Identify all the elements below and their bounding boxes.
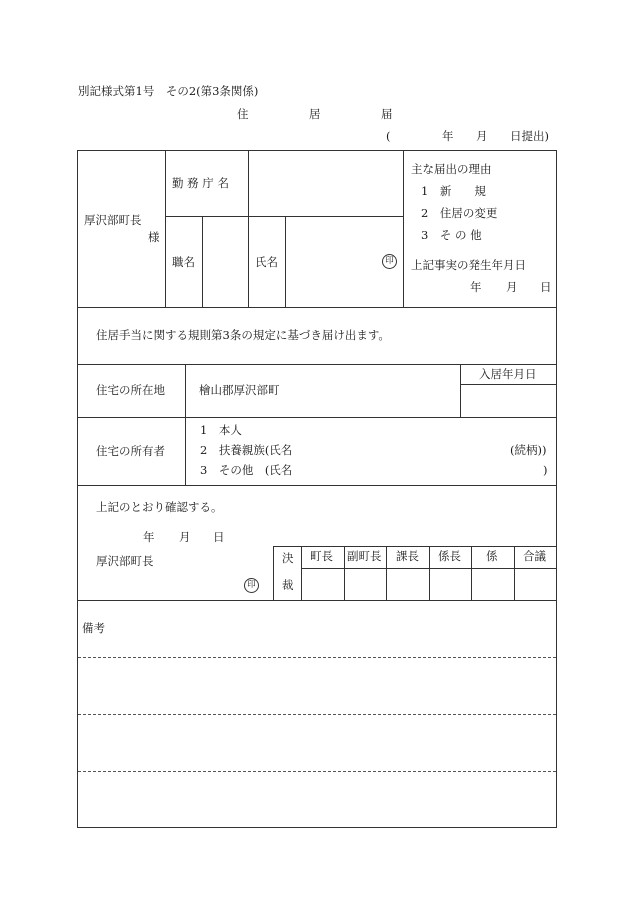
confirmation-year-label: 年 — [143, 530, 155, 544]
form-title-char-2: 居 — [309, 107, 321, 121]
confirmation-seal-mark: 印 — [244, 578, 259, 593]
seal-mark: 印 — [382, 254, 397, 269]
reasons-heading: 主な届出の理由 — [411, 162, 492, 176]
occurrence-day-label: 日 — [540, 280, 552, 294]
confirmation-signer: 厚沢部町長 — [96, 554, 154, 568]
name-label: 氏名 — [255, 255, 278, 269]
confirmation-day-label: 日 — [213, 530, 225, 544]
reason-item-change: 2 住居の変更 — [421, 206, 498, 220]
approval-label-top: 決 — [282, 551, 294, 565]
move-in-label: 入居年月日 — [479, 367, 537, 381]
form-title-char-1: 住 — [237, 107, 249, 121]
confirmation-month-label: 月 — [179, 530, 191, 544]
reason-item-other: 3 そ の 他 — [421, 228, 482, 242]
occurrence-year-label: 年 — [470, 280, 482, 294]
approval-col-staff: 係 — [486, 549, 498, 563]
declaration-text: 住居手当に関する規則第3条の規定に基づき届け出ます。 — [96, 328, 390, 342]
submit-year-label: 年 — [442, 129, 454, 143]
addressee-name: 厚沢部町長 — [84, 213, 142, 227]
relation-close: (続柄)) — [510, 443, 547, 457]
other-close: ) — [543, 463, 548, 477]
form-number: 別記様式第1号 その2(第3条関係) — [78, 84, 259, 98]
owner-label: 住宅の所有者 — [96, 444, 165, 458]
approval-label-bottom: 裁 — [282, 578, 294, 592]
owner-item-other: 3 その他 (氏名 — [200, 463, 293, 477]
reason-item-new: 1 新 規 — [421, 184, 486, 198]
office-label: 勤 務 庁 名 — [172, 176, 229, 190]
owner-item-self: 1 本人 — [200, 423, 242, 437]
location-label: 住宅の所在地 — [96, 383, 165, 397]
submit-date-label: 日提出) — [510, 129, 549, 143]
addressee-honorific: 様 — [148, 230, 160, 244]
remarks-label: 備考 — [82, 621, 105, 635]
submit-month-label: 月 — [476, 129, 488, 143]
approval-col-mayor: 町長 — [310, 549, 333, 563]
date-paren-open: ( — [386, 129, 391, 143]
owner-item-dependent: 2 扶養親族(氏名 — [200, 443, 293, 457]
approval-col-section-chief: 課長 — [396, 549, 419, 563]
location-field[interactable]: 檜山郡厚沢部町 — [199, 383, 280, 397]
approval-col-consultation: 合議 — [523, 549, 546, 563]
confirmation-text: 上記のとおり確認する。 — [96, 500, 223, 514]
approval-col-subsection-chief: 係長 — [438, 549, 461, 563]
position-label: 職名 — [172, 255, 195, 269]
form-title-char-3: 届 — [381, 107, 393, 121]
approval-col-deputy-mayor: 副町長 — [347, 549, 382, 563]
occurrence-month-label: 月 — [506, 280, 518, 294]
occurrence-date-label: 上記事実の発生年月日 — [411, 258, 526, 272]
